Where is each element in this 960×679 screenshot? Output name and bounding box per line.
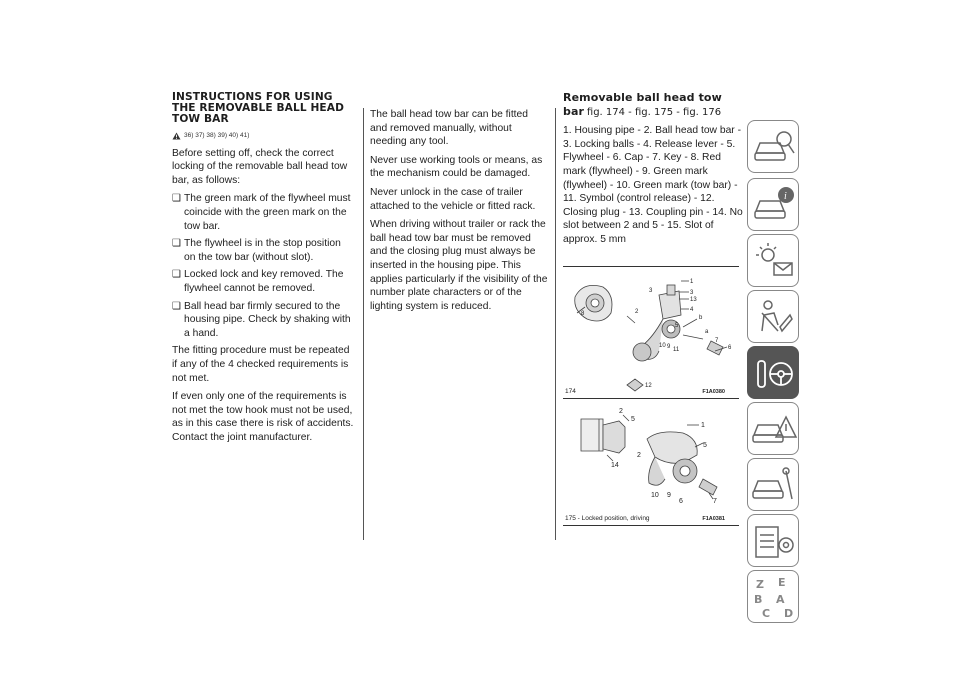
callout-label: 3: [690, 290, 694, 296]
callout-label: 1: [690, 279, 694, 285]
index-letter: A: [776, 593, 785, 606]
technical-data-icon: [748, 515, 800, 568]
starting-driving-icon: [748, 347, 800, 400]
figure-caption: 174: [565, 388, 576, 395]
checklist-item-text: The green mark of the flywheel must coincide with the green mark on the tow bar.: [184, 193, 351, 232]
callout-label: 4: [690, 307, 694, 313]
index-letter: D: [784, 607, 794, 620]
sidebar-tab-technical-data[interactable]: [747, 514, 799, 567]
checkbox-glyph-icon: ❑: [172, 193, 181, 205]
tow-bar-locked-illustration: [563, 399, 739, 526]
column-notes: [370, 108, 548, 318]
legend-heading-block: [563, 92, 743, 119]
callout-label: 5: [675, 323, 679, 329]
sidebar-tab-warning-lights[interactable]: [747, 234, 799, 287]
safety-icon: [748, 291, 800, 344]
callout-label: 5: [703, 442, 707, 449]
checklist-item: [172, 300, 354, 341]
callout-label: a: [705, 329, 709, 335]
checkbox-glyph-icon: ❑: [172, 300, 181, 312]
column-divider: [555, 108, 556, 540]
warning-refs-text: 36) 37) 38) 39) 40) 41): [184, 132, 250, 139]
sidebar-tab-maintenance[interactable]: [747, 458, 799, 511]
checklist-item-text: Locked lock and key removed. The flywheel cannot be removed.: [184, 269, 344, 294]
legend-text: 1. Housing pipe - 2. Ball head tow bar - 3. Locking balls - 4. Release lever - 5. Flywheel - 6. Cap - 7. Key - 8. Red mark (flywheel) - 9. Green mark (flywheel) - 10. Green mark (tow bar) - 11. Symbol (control release) - 12. Closing plug - 13. Coupling pin - 14. No slot between 2 and 5 - 15. Slot of approx. 5 mm: [563, 125, 743, 245]
figure-code: F1A0381: [702, 516, 725, 522]
dashboard-controls-icon: [748, 121, 800, 174]
intro-paragraph: Before setting off, check the correct locking of the removable ball head tow bar, as follows:: [172, 147, 348, 186]
emergency-icon: [748, 403, 800, 456]
column-legend: [563, 92, 743, 252]
maintenance-icon: [748, 459, 800, 512]
tools-paragraph: Never use working tools or means, as the mechanism could be damaged.: [370, 154, 543, 180]
warning-references: [172, 129, 354, 143]
removal-paragraph: When driving without trailer or rack the ball head tow bar must be removed and the closing plug must always be inserted in the housing pipe. This applies particularly if the visibility of the number plate characters or of the lighting system is reduced.: [370, 219, 548, 312]
callout-label: 12: [645, 383, 652, 389]
callout-label: 13: [690, 297, 697, 303]
warning-lights-messages-icon: [748, 235, 800, 288]
callout-label: 10: [659, 343, 666, 349]
unlock-paragraph: Never unlock in the case of trailer attached to the vehicle or fitted rack.: [370, 186, 536, 212]
figure-175: [563, 399, 739, 526]
callout-label: 10: [651, 492, 659, 499]
section-heading: INSTRUCTIONS FOR USING THE REMOVABLE BALL HEAD TOW BAR: [172, 91, 344, 125]
callout-label: 2: [619, 408, 623, 415]
sidebar-tab-emergency[interactable]: [747, 402, 799, 455]
figure-references: fig. 174 - fig. 175 - fig. 176: [586, 106, 722, 118]
index-letter: B: [754, 593, 763, 606]
sidebar-tab-index[interactable]: [747, 570, 799, 623]
callout-label: 6: [728, 345, 732, 351]
callout-label: 2: [637, 452, 641, 459]
checklist-item: [172, 237, 354, 264]
sidebar-tab-safety[interactable]: [747, 290, 799, 343]
callout-label: b: [699, 315, 703, 321]
column-instructions: [172, 92, 354, 449]
callout-label: 7: [713, 498, 717, 505]
sidebar-tab-dashboard[interactable]: [747, 120, 799, 173]
tow-bar-exploded-illustration: [563, 267, 739, 400]
figure-caption: 175 - Locked position, driving: [565, 515, 650, 522]
sidebar-tab-car-info[interactable]: [747, 178, 799, 231]
callout-label: 1: [701, 422, 705, 429]
callout-label: 7: [715, 338, 719, 344]
callout-label: 5: [631, 416, 635, 423]
fitting-paragraph: The ball head tow bar can be fitted and removed manually, without needing any tool.: [370, 109, 528, 148]
repeat-paragraph: The fitting procedure must be repeated if any of the 4 checked requirements is not met.: [172, 345, 350, 384]
sidebar-tab-starting-driving[interactable]: [747, 346, 799, 399]
index-icon: [748, 571, 800, 624]
callout-label: 9: [667, 492, 671, 499]
car-info-icon: [748, 179, 800, 232]
callout-label: 3: [649, 288, 653, 294]
risk-paragraph: If even only one of the requirements is not met the tow hook must not be used, as in this case there is risk of accidents. Contact the joint manufacturer.: [172, 391, 354, 443]
column-divider: [363, 108, 364, 540]
checklist-item: [172, 192, 354, 233]
figure-174: [563, 266, 739, 399]
checkbox-glyph-icon: ❑: [172, 269, 181, 281]
warning-triangle-icon: [172, 132, 181, 140]
callout-label: 14: [611, 462, 619, 469]
index-letter: Z: [756, 578, 764, 591]
checklist-item-text: The flywheel is in the stop position on the tow bar (without slot).: [184, 238, 341, 263]
checklist-item: [172, 268, 354, 295]
callout-label: 2: [635, 309, 639, 315]
figure-code: F1A0380: [702, 389, 725, 395]
callout-label: 9: [667, 344, 671, 350]
callout-label: 11: [673, 347, 680, 353]
checklist-item-text: Ball head bar firmly secured to the housing pipe. Check by shaking with a hand.: [184, 300, 351, 339]
callout-label: 6: [679, 498, 683, 505]
legend-heading: Removable ball head tow bar: [563, 91, 722, 118]
callout-label: 8: [581, 311, 585, 317]
checkbox-glyph-icon: ❑: [172, 238, 181, 250]
svg-text:i: i: [784, 191, 787, 202]
index-letter: C: [762, 607, 771, 620]
index-letter: E: [778, 576, 786, 589]
